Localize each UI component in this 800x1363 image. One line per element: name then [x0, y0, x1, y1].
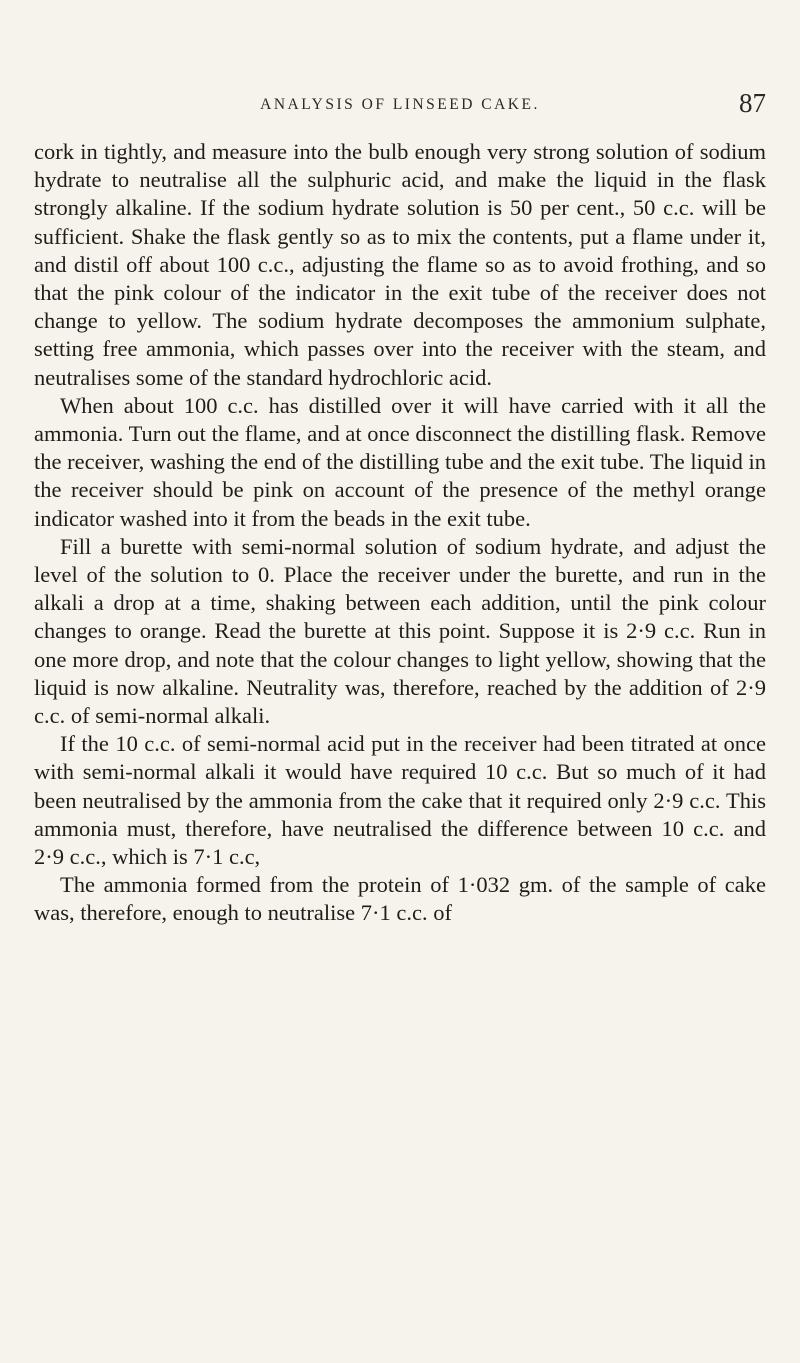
paragraph-3: Fill a burette with semi-normal solution of sodium hydrate, and adjust the level of the solution to 0. Place the receiver under the burette, and run in the alkali a drop at a time, shaking between each addition, until the pink colour changes to orange. Read the burette at this point. Suppose it is 2·9 c.c. Run in one more drop, and note that the colour changes to light yellow, showing that the liquid is now alkaline. Neutrality was, therefore, reached by the addition of 2·9 c.c. of semi-normal alkali.	[34, 533, 766, 729]
page-number: 87	[739, 88, 766, 118]
paragraph-2: When about 100 c.c. has distilled over it will have carried with it all the ammonia. Turn out the flame, and at once disconnect the distilling flask. Remove the receiver, washing the end of the distilling tube and the exit tube. The liquid in the receiver should be pink on account of the presence of the methyl orange indicator washed into it from the beads in the exit tube.	[34, 392, 766, 531]
body-text	[34, 138, 766, 928]
page-header	[34, 88, 766, 122]
paragraph-1: cork in tightly, and measure into the bulb enough very strong solution of sodium hydrate to neutralise all the sulphuric acid, and make the liquid in the flask strongly alkaline. If the sodium hydrate solution is 50 per cent., 50 c.c. will be sufficient. Shake the flask gently so as to mix the contents, put a flame under it, and distil off about 100 c.c., adjusting the flame so as to avoid frothing, and so that the pink colour of the indicator in the exit tube of the receiver does not change to yellow. The sodium hydrate decomposes the ammonium sulphate, setting free ammonia, which passes over into the receiver with the steam, and neutralises some of the standard hydrochloric acid.	[34, 139, 766, 390]
running-title: ANALYSIS OF LINSEED CAKE.	[260, 96, 540, 113]
paragraph-5: The ammonia formed from the protein of 1·032 gm. of the sample of cake was, therefore, enough to neutralise 7·1 c.c. of	[34, 872, 766, 926]
paragraph-4: If the 10 c.c. of semi-normal acid put in the receiver had been titrated at once with semi-normal alkali it would have required 10 c.c. But so much of it had been neutralised by the ammonia from the cake that it required only 2·9 c.c. This ammonia must, therefore, have neutralised the difference between 10 c.c. and 2·9 c.c., which is 7·1 c.c,	[34, 731, 766, 870]
